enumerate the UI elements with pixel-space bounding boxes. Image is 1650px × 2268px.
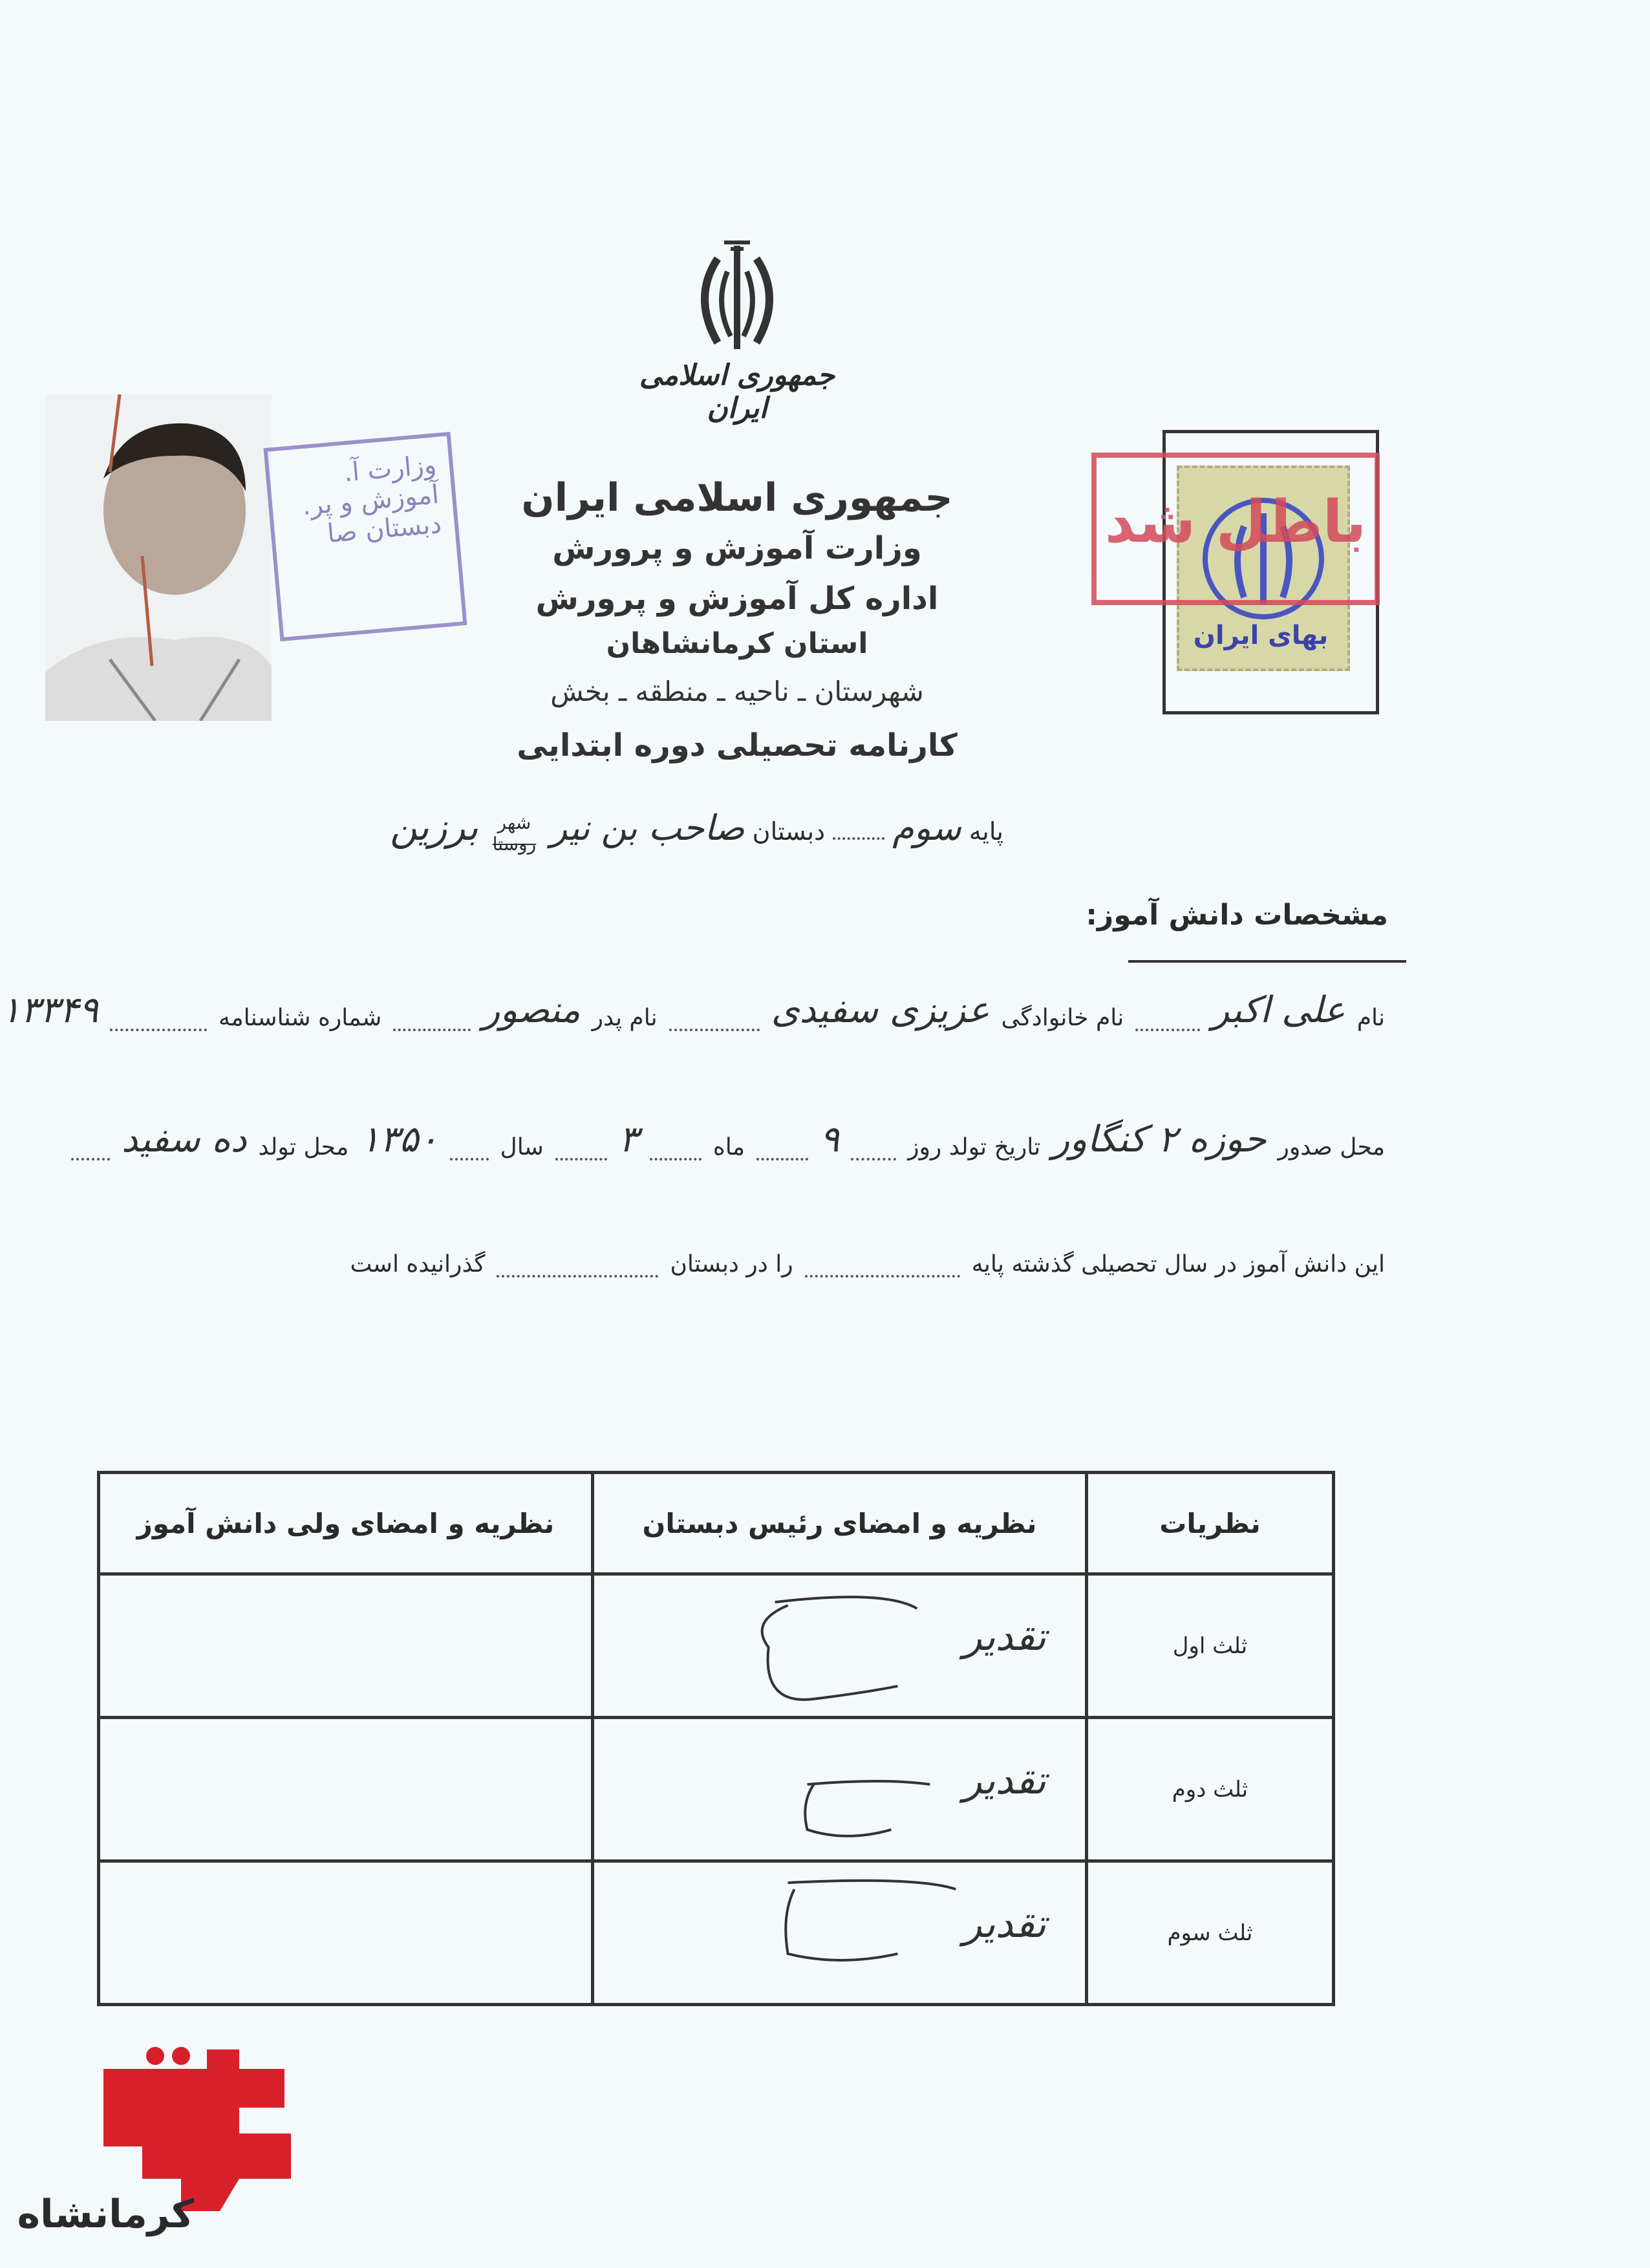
header-province: استان کرمانشاهان	[606, 627, 868, 660]
issue-value: حوزه ۲ کنگاور	[1052, 1118, 1267, 1161]
term-cell: ثلث اول	[1087, 1574, 1334, 1718]
passed-text-3: گذرانیده است	[350, 1251, 486, 1278]
dotted-line	[393, 1028, 471, 1031]
principal-signature-cell	[593, 1574, 1087, 1718]
student-photo	[45, 394, 272, 721]
dotted-line	[756, 1157, 808, 1161]
month-value: ۳	[618, 1118, 638, 1161]
family-label: نام خانوادگی	[1001, 1005, 1124, 1031]
principal-note: تقدیر	[963, 1614, 1046, 1660]
grade-label: پایه	[969, 817, 1003, 846]
birthplace-value: ده سفید	[121, 1118, 247, 1161]
passed-text-1: این دانش آموز در سال تحصیلی گذشته پایه	[971, 1251, 1385, 1278]
village-label: روستا	[492, 833, 537, 855]
year-label: سال	[500, 1134, 544, 1161]
comments-table	[97, 1471, 1335, 2006]
principal-note: تقدیر	[963, 1758, 1046, 1803]
section-title: مشخصات دانش آموز:	[1086, 899, 1388, 932]
issue-label: محل صدور	[1278, 1134, 1385, 1161]
father-label: نام پدر	[592, 1005, 658, 1031]
year-value: ۱۳۵۰	[360, 1118, 438, 1161]
school-label: دبستان	[752, 817, 826, 846]
parent-signature-cell[interactable]	[99, 1718, 593, 1861]
birthdate-label: تاریخ تولد روز	[908, 1134, 1041, 1161]
document-title: کارنامه تحصیلی دوره ابتدایی	[517, 727, 958, 764]
principal-signature-cell	[593, 1718, 1087, 1861]
emblem-caption: جمهوری اسلامی ایران	[639, 359, 835, 425]
logo-city-label: کرمانشاه	[17, 2192, 194, 2237]
header-region: شهرستان ـ ناحیه ـ منطقه ـ بخش	[550, 676, 924, 707]
id-label: شماره شناسنامه	[219, 1005, 382, 1031]
header-directorate: اداره کل آموزش و پرورش	[535, 581, 939, 617]
term-cell: ثلث سوم	[1087, 1861, 1334, 2005]
name-value: علی اکبر	[1212, 989, 1345, 1031]
term-cell: ثلث دوم	[1087, 1718, 1334, 1861]
city-label: شهر	[497, 811, 531, 833]
col-header-parent: نظریه و امضای ولی دانش آموز	[99, 1473, 593, 1574]
dotted-line	[497, 1274, 658, 1278]
signature-icon	[594, 1719, 1085, 1859]
id-value: ۱۳۳۴۹	[1, 989, 99, 1031]
principal-note: تقدیر	[963, 1901, 1046, 1947]
grade-value: سوم	[892, 808, 961, 848]
table-row	[99, 1861, 1334, 2005]
dotted-line	[1135, 1028, 1200, 1031]
dotted-line	[851, 1157, 896, 1161]
name-label: نام	[1356, 1005, 1385, 1031]
paid-stamp: باطل شد	[1091, 453, 1380, 605]
header-country: جمهوری اسلامی ایران	[521, 475, 953, 520]
passed-text-2: را در دبستان	[670, 1251, 793, 1278]
iran-emblem-icon	[672, 233, 802, 362]
section-divider	[1128, 960, 1406, 963]
dotted-line	[71, 1157, 110, 1161]
table-row	[99, 1574, 1334, 1718]
principal-signature-cell	[593, 1861, 1087, 2005]
school-stamp: وزارت آ. آموزش و پر. دبستان صا	[263, 432, 467, 641]
dotted-line	[555, 1157, 607, 1161]
revenue-stamp-caption: بهای ایران	[1193, 621, 1329, 650]
birthplace-label: محل تولد	[258, 1134, 349, 1161]
school-value: صاحب بن نیر	[550, 808, 745, 848]
dotted-line	[669, 1028, 760, 1031]
dotted-line	[110, 1028, 207, 1031]
dotted-line	[833, 837, 884, 840]
col-header-principal: نظریه و امضای رئیس دبستان	[593, 1473, 1087, 1574]
grade-line	[390, 805, 1003, 855]
student-row-3	[350, 1251, 1385, 1278]
header-ministry: وزارت آموزش و پرورش	[552, 530, 922, 566]
table-row	[99, 1718, 1334, 1861]
family-value: عزیزی سفیدی	[771, 989, 990, 1031]
father-value: منصور	[482, 989, 581, 1031]
dotted-line	[450, 1157, 489, 1161]
parent-signature-cell[interactable]	[99, 1861, 593, 2005]
city-village-choice	[493, 812, 536, 855]
parent-signature-cell[interactable]	[99, 1574, 593, 1718]
district-value: برزين	[390, 805, 478, 849]
student-row-2	[71, 1118, 1385, 1161]
signature-icon	[594, 1863, 1085, 2003]
student-row-1	[1, 989, 1385, 1031]
signature-icon	[594, 1576, 1085, 1716]
day-value: ۹	[820, 1118, 840, 1161]
dotted-line	[805, 1274, 960, 1278]
col-header-comments: نظریات	[1087, 1473, 1334, 1574]
dotted-line	[650, 1157, 702, 1161]
month-label: ماه	[712, 1134, 745, 1161]
table-header-row	[99, 1473, 1334, 1574]
